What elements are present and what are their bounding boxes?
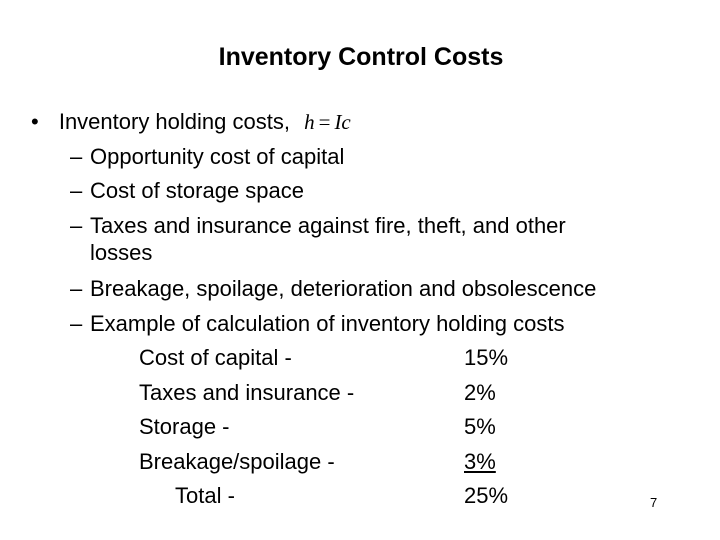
dash-marker: – (70, 144, 83, 169)
sub-item: Example of calculation of inventory holding costs (90, 311, 565, 336)
total-row-label: Total - (175, 483, 235, 508)
example-row-label: Breakage/spoilage - (139, 449, 335, 474)
example-row-label: Storage - (139, 414, 230, 439)
dash-marker: – (70, 276, 83, 301)
formula-lhs: h (304, 110, 315, 134)
bullet-marker: • (31, 109, 39, 134)
example-row-label: Cost of capital - (139, 345, 292, 370)
main-bullet (31, 108, 351, 136)
total-row-value: 25% (464, 483, 509, 508)
example-row-value: 5% (464, 414, 496, 439)
slide-title: Inventory Control Costs (218, 43, 504, 71)
example-row-value: 2% (464, 380, 496, 405)
dash-marker: – (70, 213, 83, 238)
dash-marker: – (70, 311, 83, 336)
sub-item: Cost of storage space (90, 178, 305, 203)
formula-equals: = (318, 110, 331, 134)
sub-item: Opportunity cost of capital (90, 144, 345, 169)
sub-item: Taxes and insurance against fire, theft, and other (90, 213, 566, 238)
sub-item-continuation: losses (90, 240, 153, 265)
example-row-value: 15% (464, 345, 509, 370)
formula-rhs: Ic (334, 110, 351, 134)
example-row-value: 3% (464, 449, 496, 474)
bullet-text: Inventory holding costs, (58, 109, 290, 134)
sub-item: Breakage, spoilage, deterioration and obsolescence (90, 276, 597, 301)
example-row-label: Taxes and insurance - (139, 380, 355, 405)
dash-marker: – (70, 178, 83, 203)
page-number: 7 (650, 495, 658, 510)
holding-cost-formula (304, 110, 351, 134)
